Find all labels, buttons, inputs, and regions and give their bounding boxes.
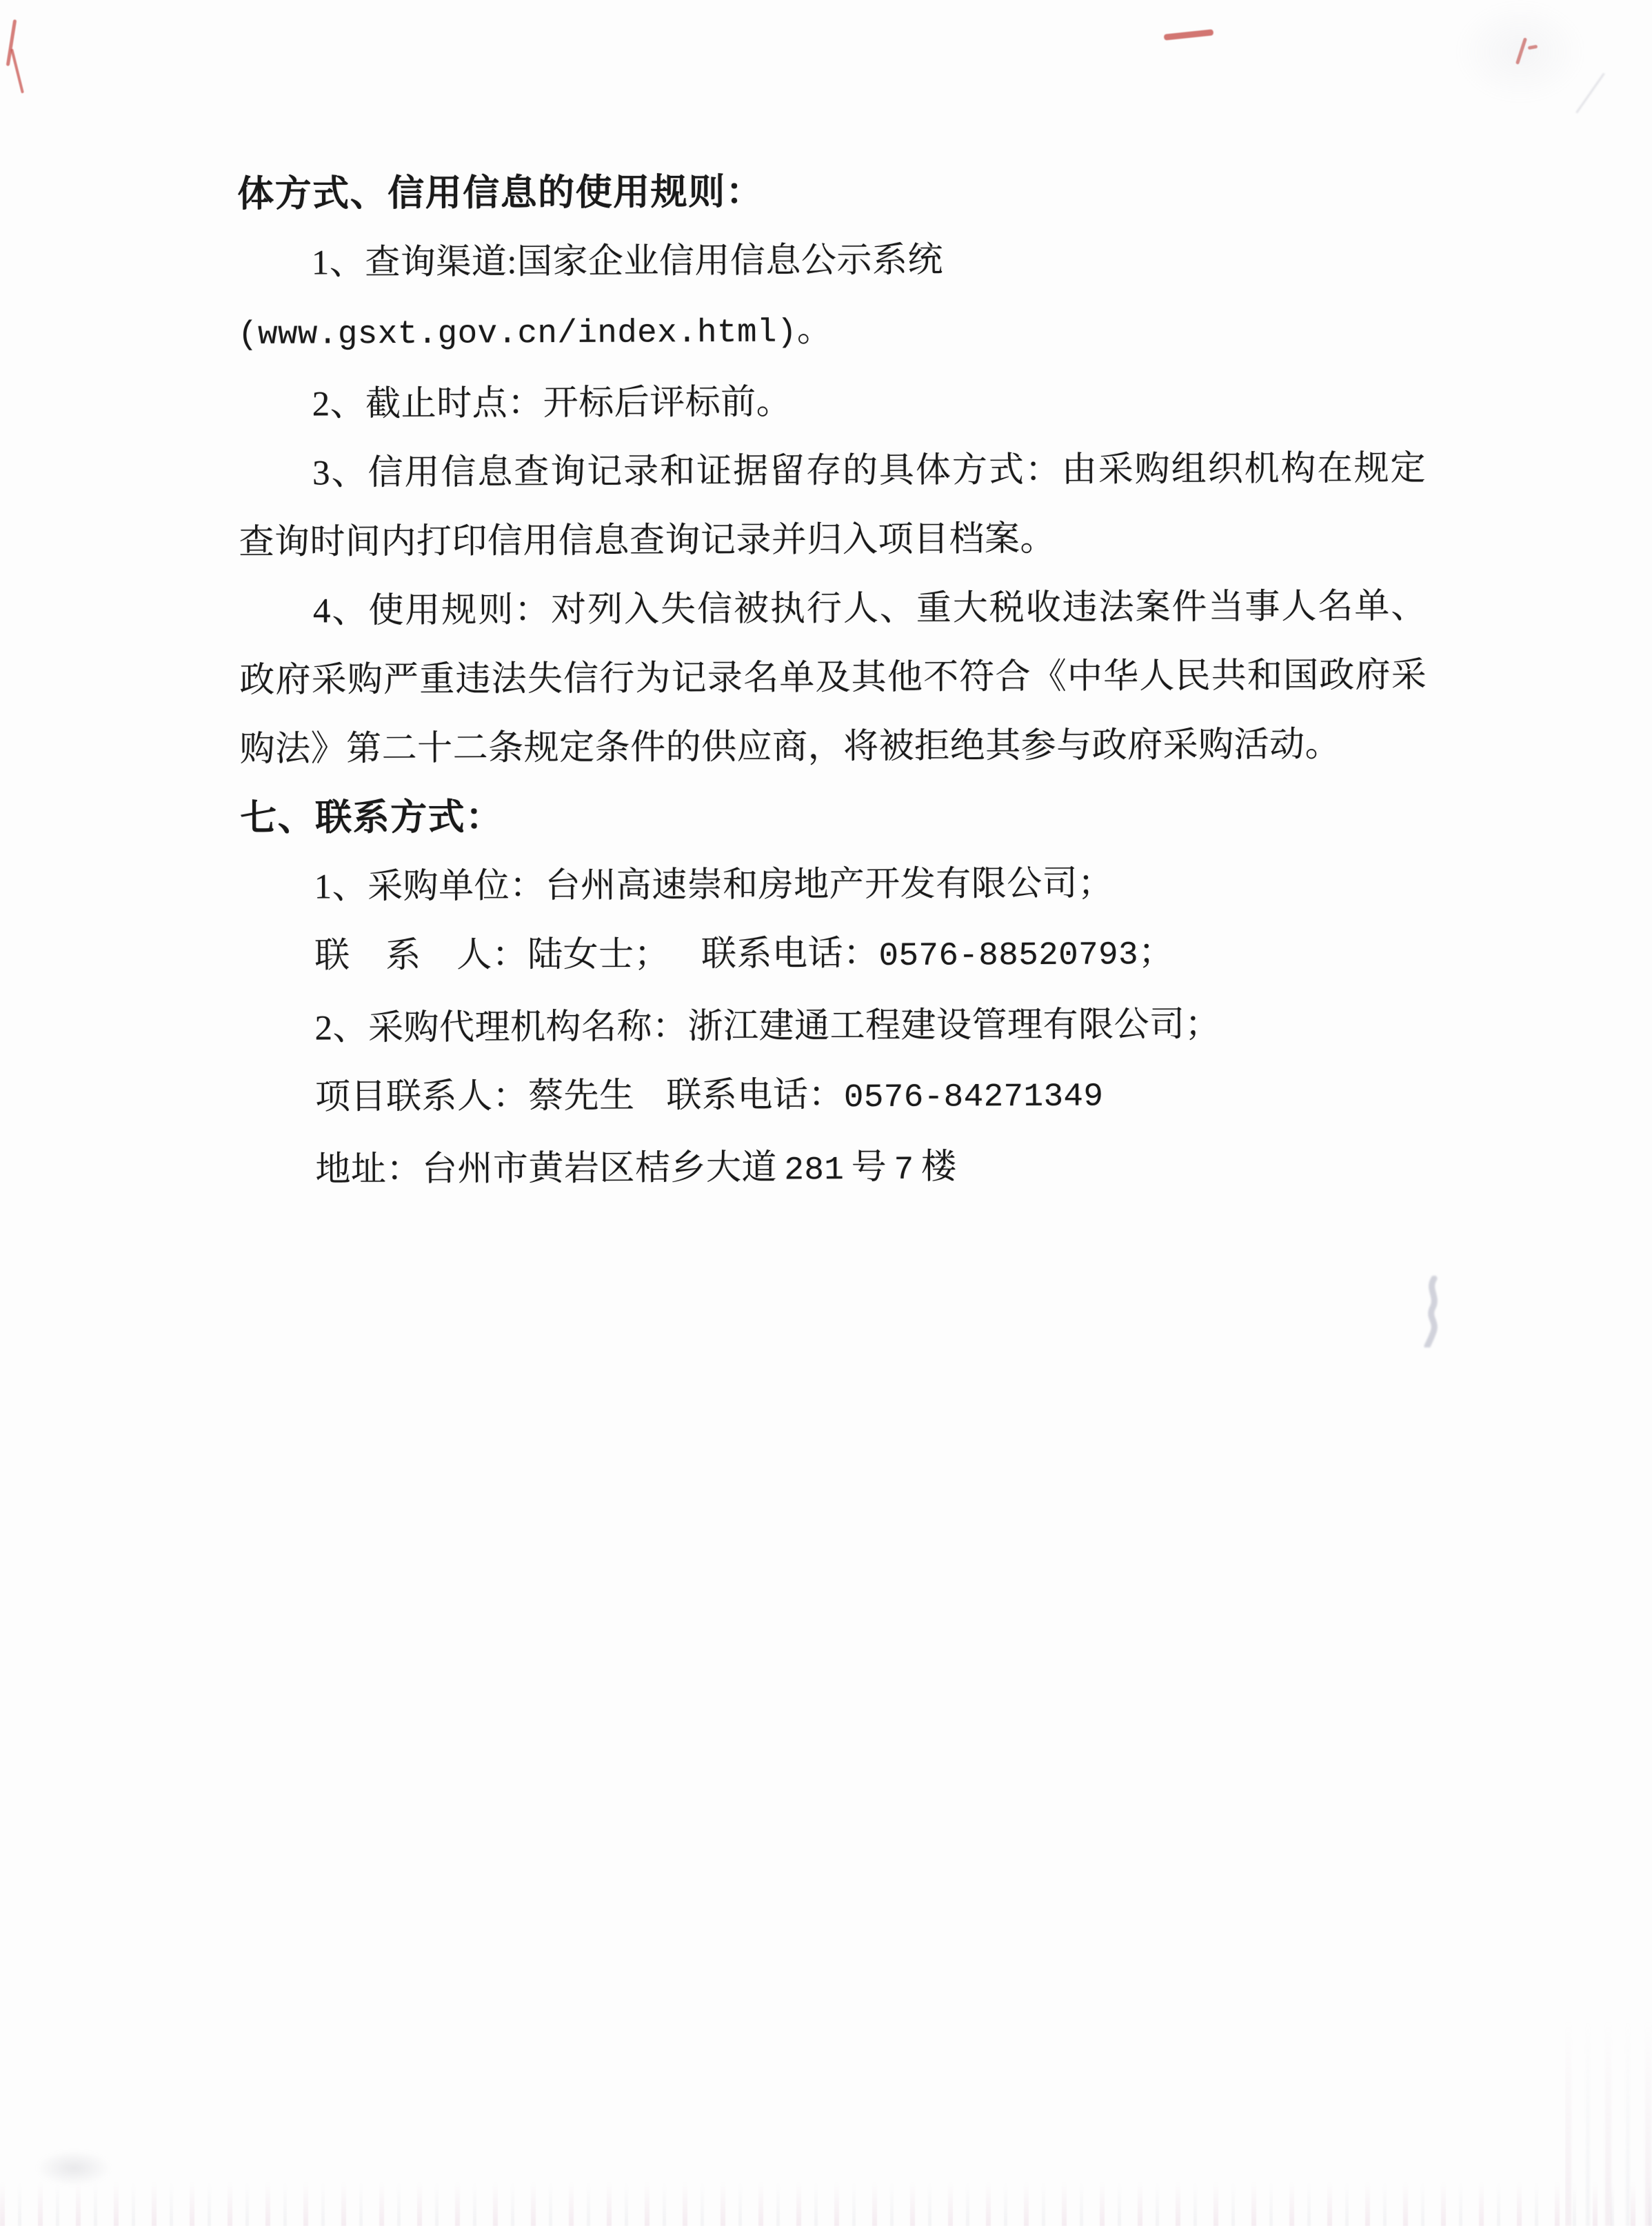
heading-credit-usage-rules: 体方式、信用信息的使用规则：: [237, 171, 764, 214]
project-contact-name: 项目联系人：蔡先生: [314, 1076, 635, 1117]
item-query-channel: [237, 223, 1425, 370]
scan-artifact-red-stroke: [10, 48, 24, 93]
address-unit: 号: [851, 1147, 887, 1187]
scan-artifact-red-top-left: [6, 15, 40, 105]
item-query-channel-text: 1、查询渠道:国家企业信用信息公示系统: [311, 241, 944, 283]
scan-artifact-red-stroke: [1515, 37, 1527, 65]
scan-artifact-red-top-right: [1514, 36, 1542, 72]
scan-streaks-bottom-right: [1565, 2019, 1652, 2226]
item-deadline: 2、截止时点：开标后评标前。: [312, 383, 792, 424]
gsxt-url-text: (www.gsxt.gov.cn/index.html): [237, 314, 798, 354]
contact-phone-label: 联系电话：: [701, 934, 879, 974]
line-address: [241, 1130, 1429, 1208]
line-contact-person: [241, 916, 1428, 994]
contact-person-name: 联 系 人：陆女士；: [314, 935, 670, 976]
line-agency: 2、采购代理机构名称：浙江建通工程建设管理有限公司；: [314, 1005, 1221, 1048]
project-phone-label: 联系电话：: [666, 1076, 845, 1116]
item-record-method: 3、信用信息查询记录和证据留存的具体方式：由采购组织机构在规定查询时间内打印信用信息查询记录并归入项目档案。: [239, 449, 1427, 562]
scan-streaks-bottom-edge: [0, 2182, 1652, 2226]
item-usage-rule: 4、使用规则：对列入失信被执行人、重大税收违法案件当事人名单、政府采购严重违法失信行为记录名单及其他不符合《中华人民共和国政府采购法》第二十二条规定条件的供应商，将被拒绝其参与政府采购活动。: [239, 587, 1427, 769]
heading-contact-info: 七、联系方式：: [240, 796, 503, 839]
line-purchaser: 1、采购单位：台州高速崇和房地产开发有限公司；: [314, 864, 1114, 907]
contact-phone-suffix: ；: [1138, 933, 1174, 972]
address-floor-unit: 楼: [920, 1147, 957, 1187]
scan-smudge-top-right: [1455, 0, 1586, 103]
scan-artifact-red-top-center: [1164, 29, 1214, 40]
scan-artifact-red-stroke: [6, 19, 17, 66]
project-phone-number: 0576-84271349: [843, 1079, 1104, 1117]
address-street-number: 281: [784, 1152, 845, 1190]
address-label: 地址：台州市黄岩区桔乡大道: [315, 1148, 778, 1190]
scan-artifact-red-stroke: [1528, 45, 1538, 50]
contact-phone-number: 0576-88520793: [878, 937, 1139, 975]
scan-smudge-bottom-left: [36, 2150, 112, 2186]
scan-smudge-right-middle: [1413, 1276, 1449, 1347]
document-text-block: [237, 154, 1429, 1207]
scan-scratch-top-right: [1575, 72, 1605, 113]
item-query-channel-period: 。: [796, 310, 833, 350]
address-floor-number: 7: [894, 1152, 914, 1189]
line-project-contact: [241, 1058, 1429, 1136]
